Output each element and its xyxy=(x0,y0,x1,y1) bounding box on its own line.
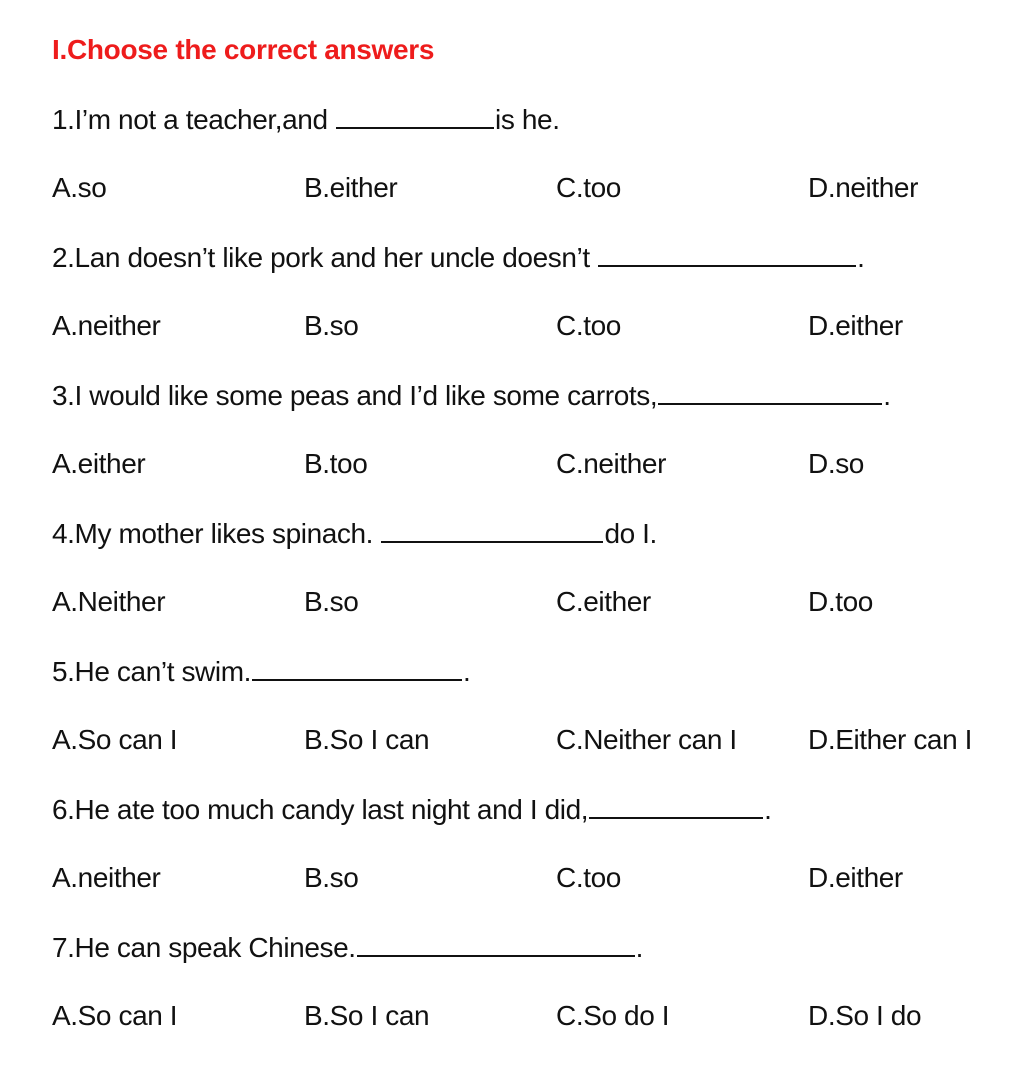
options-row xyxy=(52,724,1024,793)
option-d[interactable]: D.either xyxy=(808,310,903,341)
option-b[interactable]: B.so xyxy=(304,586,359,617)
question-stem: 6.He ate too much candy last night and I did, xyxy=(52,794,589,825)
question-5 xyxy=(52,655,1024,793)
question-tail: . xyxy=(883,380,891,411)
answer-blank[interactable] xyxy=(658,379,882,405)
answer-blank[interactable] xyxy=(381,517,603,543)
option-b[interactable]: B.so xyxy=(304,862,359,893)
options-row xyxy=(52,172,1024,241)
question-tail: . xyxy=(857,242,865,273)
option-a[interactable]: A.so xyxy=(52,172,107,203)
option-b[interactable]: B.So I can xyxy=(304,724,430,755)
option-c[interactable]: C.So do I xyxy=(556,1000,670,1031)
option-d[interactable]: D.too xyxy=(808,586,873,617)
question-4 xyxy=(52,517,1024,655)
option-c[interactable]: C.too xyxy=(556,172,621,203)
question-stem: 2.Lan doesn’t like pork and her uncle doesn’t xyxy=(52,242,598,273)
options-row xyxy=(52,448,1024,517)
question-text xyxy=(52,931,1024,1000)
question-stem: 1.I’m not a teacher,and xyxy=(52,104,336,135)
option-c[interactable]: C.either xyxy=(556,586,651,617)
question-text xyxy=(52,655,1024,724)
question-7 xyxy=(52,931,1024,1069)
question-tail: do I. xyxy=(604,518,657,549)
question-1 xyxy=(52,103,1024,241)
option-b[interactable]: B.So I can xyxy=(304,1000,430,1031)
question-stem: 4.My mother likes spinach. xyxy=(52,518,381,549)
answer-blank[interactable] xyxy=(357,931,635,957)
option-d[interactable]: D.so xyxy=(808,448,864,479)
question-text xyxy=(52,241,1024,310)
option-c[interactable]: C.neither xyxy=(556,448,667,479)
question-text xyxy=(52,517,1024,586)
option-c[interactable]: C.too xyxy=(556,862,621,893)
option-a[interactable]: A.Neither xyxy=(52,586,166,617)
question-6 xyxy=(52,793,1024,931)
option-b[interactable]: B.either xyxy=(304,172,398,203)
question-3 xyxy=(52,379,1024,517)
answer-blank[interactable] xyxy=(336,103,494,129)
question-text xyxy=(52,379,1024,448)
question-stem: 7.He can speak Chinese. xyxy=(52,932,356,963)
option-c[interactable]: C.Neither can I xyxy=(556,724,737,755)
question-tail: . xyxy=(635,932,644,963)
options-row xyxy=(52,310,1024,379)
option-a[interactable]: A.neither xyxy=(52,310,161,341)
option-d[interactable]: D.So I do xyxy=(808,1000,922,1031)
option-a[interactable]: A.So can I xyxy=(52,724,178,755)
question-2 xyxy=(52,241,1024,379)
option-b[interactable]: B.so xyxy=(304,310,359,341)
question-stem: 3.I would like some peas and I’d like some carrots, xyxy=(52,380,658,411)
option-d[interactable]: D.Either can I xyxy=(808,724,973,755)
section-title: I.Choose the correct answers xyxy=(52,34,435,65)
answer-blank[interactable] xyxy=(589,793,763,819)
answer-blank[interactable] xyxy=(598,241,856,267)
option-a[interactable]: A.So can I xyxy=(52,1000,178,1031)
options-row xyxy=(52,586,1024,655)
option-b[interactable]: B.too xyxy=(304,448,368,479)
answer-blank[interactable] xyxy=(252,655,462,681)
option-c[interactable]: C.too xyxy=(556,310,621,341)
option-d[interactable]: D.neither xyxy=(808,172,919,203)
option-a[interactable]: A.either xyxy=(52,448,146,479)
option-d[interactable]: D.either xyxy=(808,862,903,893)
question-text xyxy=(52,793,1024,862)
option-a[interactable]: A.neither xyxy=(52,862,161,893)
question-text xyxy=(52,103,1024,172)
question-tail: . xyxy=(463,656,471,687)
options-row xyxy=(52,1000,1024,1069)
question-tail: is he. xyxy=(495,104,560,135)
question-stem: 5.He can’t swim. xyxy=(52,656,251,687)
options-row xyxy=(52,862,1024,931)
question-tail: . xyxy=(764,794,772,825)
